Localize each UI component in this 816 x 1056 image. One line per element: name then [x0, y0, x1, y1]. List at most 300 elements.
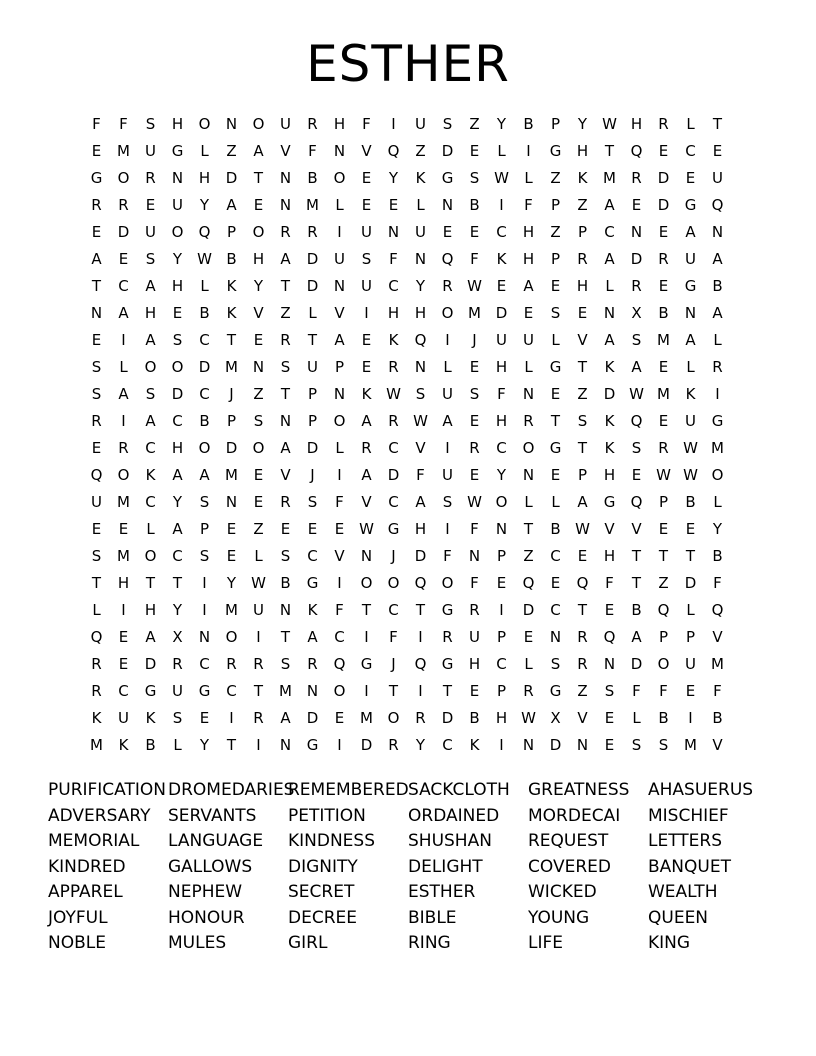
grid-letter: O — [117, 169, 130, 187]
grid-letter: K — [145, 466, 156, 484]
grid-letter: S — [631, 331, 642, 349]
grid-letter: J — [310, 466, 315, 484]
grid-letter: F — [470, 574, 479, 592]
word-list-item: DECREE — [288, 907, 357, 928]
grid-letter: N — [306, 682, 319, 700]
grid-letter: H — [144, 601, 157, 619]
grid-letter: G — [549, 682, 562, 700]
grid-letter: D — [657, 196, 670, 214]
grid-letter: M — [711, 655, 724, 673]
grid-letter: A — [118, 304, 129, 322]
word-list-item: NEPHEW — [168, 882, 243, 902]
grid-letter: E — [685, 169, 696, 187]
grid-letter: S — [91, 358, 102, 376]
grid-letter: H — [387, 304, 400, 322]
grid-letter: C — [442, 736, 453, 754]
grid-letter: O — [522, 439, 535, 457]
grid-letter: F — [497, 385, 506, 403]
grid-letter: K — [496, 250, 507, 268]
grid-letter: Q — [414, 331, 427, 349]
grid-letter: E — [226, 547, 237, 565]
grid-letter: T — [280, 628, 291, 646]
grid-letter: O — [441, 304, 454, 322]
grid-letter: F — [443, 547, 452, 565]
grid-letter: T — [361, 601, 372, 619]
grid-letter: X — [631, 304, 642, 322]
grid-letter: O — [333, 682, 346, 700]
grid-letter: Q — [630, 142, 643, 160]
grid-letter: Y — [172, 250, 183, 268]
grid-letter: H — [522, 223, 535, 241]
grid-letter: E — [334, 709, 345, 727]
grid-letter: A — [685, 223, 696, 241]
grid-letter: S — [280, 547, 291, 565]
grid-letter: Y — [199, 196, 210, 214]
grid-letter: S — [253, 412, 264, 430]
grid-letter: J — [229, 385, 234, 403]
word-list-item: LETTERS — [648, 831, 723, 851]
grid-letter: S — [577, 412, 588, 430]
grid-letter: N — [549, 628, 562, 646]
grid-letter: U — [172, 196, 183, 214]
grid-letter: E — [388, 196, 399, 214]
grid-letter: V — [334, 547, 345, 565]
grid-letter: A — [334, 331, 345, 349]
grid-letter: Z — [523, 547, 534, 565]
grid-letter: F — [308, 142, 317, 160]
grid-letter: C — [550, 601, 561, 619]
grid-letter: F — [659, 682, 668, 700]
page-title: ESTHER — [306, 35, 510, 93]
grid-letter: C — [388, 277, 399, 295]
grid-letter: R — [577, 250, 588, 268]
word-list-item: AHASUERUS — [648, 780, 754, 800]
grid-row — [83, 570, 731, 597]
grid-letter: L — [416, 196, 425, 214]
grid-letter: E — [631, 196, 642, 214]
grid-letter: A — [631, 628, 642, 646]
grid-letter: E — [658, 142, 669, 160]
grid-letter: D — [495, 304, 508, 322]
grid-letter: L — [632, 709, 641, 727]
grid-letter: P — [334, 358, 345, 376]
word-list-item: MORDECAI — [528, 805, 621, 826]
grid-letter: T — [91, 574, 102, 592]
grid-letter: D — [171, 385, 184, 403]
grid-letter: I — [337, 574, 342, 592]
grid-letter: M — [657, 331, 670, 349]
grid-letter: S — [91, 547, 102, 565]
grid-letter: A — [172, 466, 183, 484]
grid-letter: R — [415, 709, 426, 727]
grid-letter: N — [279, 196, 292, 214]
grid-letter: Z — [469, 115, 480, 133]
grid-letter: M — [117, 142, 130, 160]
grid-letter: Q — [711, 196, 724, 214]
grid-letter: H — [522, 250, 535, 268]
grid-letter: A — [712, 250, 723, 268]
grid-letter: N — [279, 169, 292, 187]
grid-letter: H — [603, 547, 616, 565]
grid-letter: H — [252, 250, 265, 268]
word-list-item: NOBLE — [48, 933, 106, 953]
grid-letter: D — [441, 142, 454, 160]
grid-letter: H — [171, 277, 184, 295]
grid-letter: O — [144, 547, 157, 565]
grid-letter: H — [414, 304, 427, 322]
grid-letter: E — [118, 250, 129, 268]
grid-letter: Z — [415, 142, 426, 160]
grid-letter: O — [657, 655, 670, 673]
grid-letter: E — [172, 304, 183, 322]
grid-letter: E — [307, 520, 318, 538]
grid-letter: E — [361, 196, 372, 214]
grid-letter: R — [658, 250, 669, 268]
grid-letter: V — [604, 520, 615, 538]
grid-letter: Y — [496, 115, 507, 133]
grid-row — [83, 111, 731, 138]
grid-letter: B — [523, 115, 534, 133]
grid-letter: R — [91, 682, 102, 700]
grid-letter: U — [334, 250, 345, 268]
grid-letter: K — [604, 358, 615, 376]
grid-letter: N — [522, 385, 535, 403]
grid-letter: S — [631, 736, 642, 754]
grid-row — [83, 435, 731, 462]
grid-letter: W — [386, 385, 401, 403]
grid-letter: R — [226, 655, 237, 673]
grid-letter: R — [388, 412, 399, 430]
grid-letter: N — [684, 304, 697, 322]
grid-letter: B — [712, 547, 723, 565]
grid-letter: Y — [253, 277, 264, 295]
grid-letter: R — [631, 277, 642, 295]
grid-letter: D — [549, 736, 562, 754]
grid-letter: L — [443, 358, 452, 376]
grid-letter: S — [415, 385, 426, 403]
grid-letter: I — [364, 628, 369, 646]
grid-letter: R — [577, 655, 588, 673]
grid-letter: B — [658, 304, 669, 322]
word-list-item: DIGNITY — [288, 856, 358, 877]
grid-letter: L — [686, 115, 695, 133]
grid-letter: L — [497, 142, 506, 160]
grid-letter: P — [550, 115, 561, 133]
grid-letter: K — [604, 412, 615, 430]
grid-letter: I — [499, 736, 504, 754]
grid-letter: Q — [441, 250, 454, 268]
grid-letter: M — [603, 169, 616, 187]
grid-letter: S — [145, 250, 156, 268]
grid-letter: E — [550, 466, 561, 484]
grid-letter: Y — [496, 466, 507, 484]
grid-letter: S — [604, 682, 615, 700]
grid-letter: M — [117, 547, 130, 565]
grid-letter: N — [279, 736, 292, 754]
grid-letter: C — [496, 655, 507, 673]
grid-letter: E — [91, 520, 102, 538]
grid-letter: R — [307, 115, 318, 133]
grid-letter: R — [658, 439, 669, 457]
grid-letter: E — [361, 169, 372, 187]
grid-letter: P — [496, 682, 507, 700]
grid-letter: E — [469, 682, 480, 700]
grid-letter: R — [712, 358, 723, 376]
grid-letter: E — [469, 412, 480, 430]
grid-letter: Q — [387, 142, 400, 160]
grid-letter: R — [307, 655, 318, 673]
grid-letter: V — [577, 331, 588, 349]
word-list-item: WEALTH — [648, 882, 718, 902]
grid-row — [83, 192, 731, 219]
grid-letter: D — [306, 709, 319, 727]
grid-row — [83, 678, 731, 705]
grid-letter: Y — [577, 115, 588, 133]
grid-letter: E — [604, 736, 615, 754]
grid-letter: T — [280, 385, 291, 403]
grid-letter: R — [145, 169, 156, 187]
grid-letter: N — [333, 385, 346, 403]
word-list-item: PURIFICATION — [48, 780, 166, 800]
grid-letter: T — [226, 331, 237, 349]
grid-letter: S — [631, 439, 642, 457]
grid-letter: T — [577, 358, 588, 376]
grid-letter: N — [441, 196, 454, 214]
grid-letter: E — [226, 520, 237, 538]
grid-letter: C — [496, 439, 507, 457]
letter-grid — [83, 111, 731, 759]
grid-letter: T — [226, 736, 237, 754]
grid-row — [83, 273, 731, 300]
grid-letter: G — [306, 574, 319, 592]
grid-letter: T — [550, 412, 561, 430]
grid-letter: Y — [172, 601, 183, 619]
word-list-item: QUEEN — [648, 907, 709, 928]
grid-letter: V — [712, 736, 723, 754]
grid-letter: I — [229, 709, 234, 727]
grid-letter: G — [549, 358, 562, 376]
grid-letter: V — [415, 439, 426, 457]
word-list-item: DROMEDARIES — [168, 780, 295, 800]
grid-letter: R — [388, 736, 399, 754]
grid-letter: T — [685, 547, 696, 565]
grid-letter: G — [360, 655, 373, 673]
grid-letter: Q — [414, 655, 427, 673]
grid-letter: I — [121, 412, 126, 430]
grid-letter: G — [603, 493, 616, 511]
grid-letter: C — [199, 655, 210, 673]
grid-letter: B — [631, 601, 642, 619]
grid-letter: R — [442, 628, 453, 646]
grid-letter: W — [467, 277, 482, 295]
grid-letter: D — [225, 439, 238, 457]
grid-row — [83, 327, 731, 354]
grid-letter: I — [418, 682, 423, 700]
word-list-item: REQUEST — [528, 831, 609, 851]
grid-letter: W — [197, 250, 212, 268]
grid-letter: L — [308, 304, 317, 322]
grid-letter: L — [686, 358, 695, 376]
word-list-item: LANGUAGE — [168, 831, 264, 851]
grid-letter: L — [335, 196, 344, 214]
grid-letter: L — [146, 520, 155, 538]
grid-letter: W — [629, 385, 644, 403]
grid-letter: E — [496, 574, 507, 592]
grid-letter: I — [688, 709, 693, 727]
grid-letter: W — [683, 466, 698, 484]
grid-letter: U — [415, 223, 426, 241]
grid-row — [83, 246, 731, 273]
grid-letter: E — [469, 466, 480, 484]
grid-letter: R — [658, 115, 669, 133]
word-list-item: MEMORIAL — [48, 831, 140, 851]
grid-letter: G — [387, 520, 400, 538]
grid-letter: D — [603, 385, 616, 403]
grid-row — [83, 516, 731, 543]
grid-letter: D — [306, 439, 319, 457]
grid-letter: D — [414, 547, 427, 565]
grid-letter: F — [389, 250, 398, 268]
grid-letter: R — [388, 358, 399, 376]
grid-letter: Z — [577, 682, 588, 700]
grid-letter: U — [91, 493, 102, 511]
grid-letter: A — [604, 331, 615, 349]
grid-letter: Q — [522, 574, 535, 592]
grid-letter: V — [577, 709, 588, 727]
grid-letter: A — [523, 277, 534, 295]
grid-letter: E — [469, 142, 480, 160]
grid-letter: F — [713, 682, 722, 700]
grid-letter: S — [280, 655, 291, 673]
grid-letter: U — [685, 655, 696, 673]
grid-row — [83, 624, 731, 651]
grid-letter: D — [441, 709, 454, 727]
grid-letter: U — [145, 142, 156, 160]
grid-letter: K — [91, 709, 102, 727]
grid-letter: L — [173, 736, 182, 754]
grid-letter: O — [252, 223, 265, 241]
grid-letter: F — [416, 466, 425, 484]
grid-letter: F — [470, 520, 479, 538]
grid-letter: T — [631, 547, 642, 565]
grid-row — [83, 381, 731, 408]
grid-letter: H — [576, 142, 589, 160]
grid-letter: T — [523, 520, 534, 538]
grid-letter: G — [711, 412, 724, 430]
grid-letter: R — [280, 493, 291, 511]
word-list-item: BANQUET — [648, 856, 731, 877]
grid-letter: M — [657, 385, 670, 403]
grid-letter: U — [361, 223, 372, 241]
grid-letter: R — [631, 169, 642, 187]
grid-letter: E — [361, 358, 372, 376]
grid-letter: H — [495, 412, 508, 430]
grid-letter: B — [280, 574, 291, 592]
grid-letter: Z — [253, 385, 264, 403]
word-list-item: ADVERSARY — [48, 805, 151, 826]
grid-letter: B — [712, 277, 723, 295]
grid-letter: K — [145, 709, 156, 727]
grid-letter: K — [118, 736, 129, 754]
grid-letter: Y — [415, 277, 426, 295]
grid-letter: R — [91, 412, 102, 430]
grid-letter: A — [91, 250, 102, 268]
grid-letter: E — [685, 520, 696, 538]
grid-letter: D — [630, 250, 643, 268]
grid-letter: T — [658, 547, 669, 565]
word-list-item: HONOUR — [168, 907, 245, 928]
grid-letter: Y — [199, 736, 210, 754]
grid-letter: H — [333, 115, 346, 133]
grid-letter: E — [199, 709, 210, 727]
grid-letter: D — [387, 466, 400, 484]
grid-letter: G — [684, 196, 697, 214]
grid-letter: B — [145, 736, 156, 754]
grid-letter: G — [441, 169, 454, 187]
grid-letter: T — [712, 115, 723, 133]
word-list-item: PETITION — [288, 805, 366, 826]
grid-letter: O — [711, 466, 724, 484]
grid-letter: N — [522, 736, 535, 754]
grid-letter: D — [198, 358, 211, 376]
grid-letter: E — [523, 628, 534, 646]
word-list-item: KING — [648, 933, 691, 953]
grid-letter: A — [172, 520, 183, 538]
grid-letter: T — [415, 601, 426, 619]
grid-letter: N — [522, 466, 535, 484]
grid-letter: T — [253, 169, 264, 187]
grid-letter: O — [441, 574, 454, 592]
grid-letter: Z — [226, 142, 237, 160]
grid-letter: S — [361, 250, 372, 268]
grid-letter: U — [685, 412, 696, 430]
word-list-item: COVERED — [528, 856, 611, 877]
word-list-item: SECRET — [288, 882, 355, 902]
grid-letter: S — [145, 385, 156, 403]
grid-letter: Q — [414, 574, 427, 592]
grid-letter: U — [523, 331, 534, 349]
grid-letter: E — [685, 682, 696, 700]
grid-letter: U — [442, 466, 453, 484]
grid-letter: S — [550, 304, 561, 322]
grid-letter: E — [550, 574, 561, 592]
grid-letter: M — [225, 358, 238, 376]
grid-letter: A — [631, 358, 642, 376]
grid-letter: U — [415, 115, 426, 133]
grid-letter: A — [226, 196, 237, 214]
grid-letter: H — [495, 358, 508, 376]
grid-letter: T — [388, 682, 399, 700]
word-list — [48, 778, 768, 957]
word-list-item: GREATNESS — [528, 780, 630, 800]
grid-letter: Y — [415, 736, 426, 754]
grid-letter: M — [360, 709, 373, 727]
grid-letter: P — [550, 250, 561, 268]
grid-letter: C — [334, 628, 345, 646]
grid-letter: X — [550, 709, 561, 727]
grid-letter: A — [199, 466, 210, 484]
grid-row — [83, 705, 731, 732]
grid-letter: N — [414, 250, 427, 268]
grid-letter: I — [526, 142, 531, 160]
grid-letter: A — [604, 196, 615, 214]
word-list-item: YOUNG — [528, 907, 590, 928]
grid-letter: O — [117, 466, 130, 484]
grid-letter: K — [604, 439, 615, 457]
grid-letter: I — [337, 466, 342, 484]
grid-row — [83, 219, 731, 246]
grid-letter: X — [172, 628, 183, 646]
